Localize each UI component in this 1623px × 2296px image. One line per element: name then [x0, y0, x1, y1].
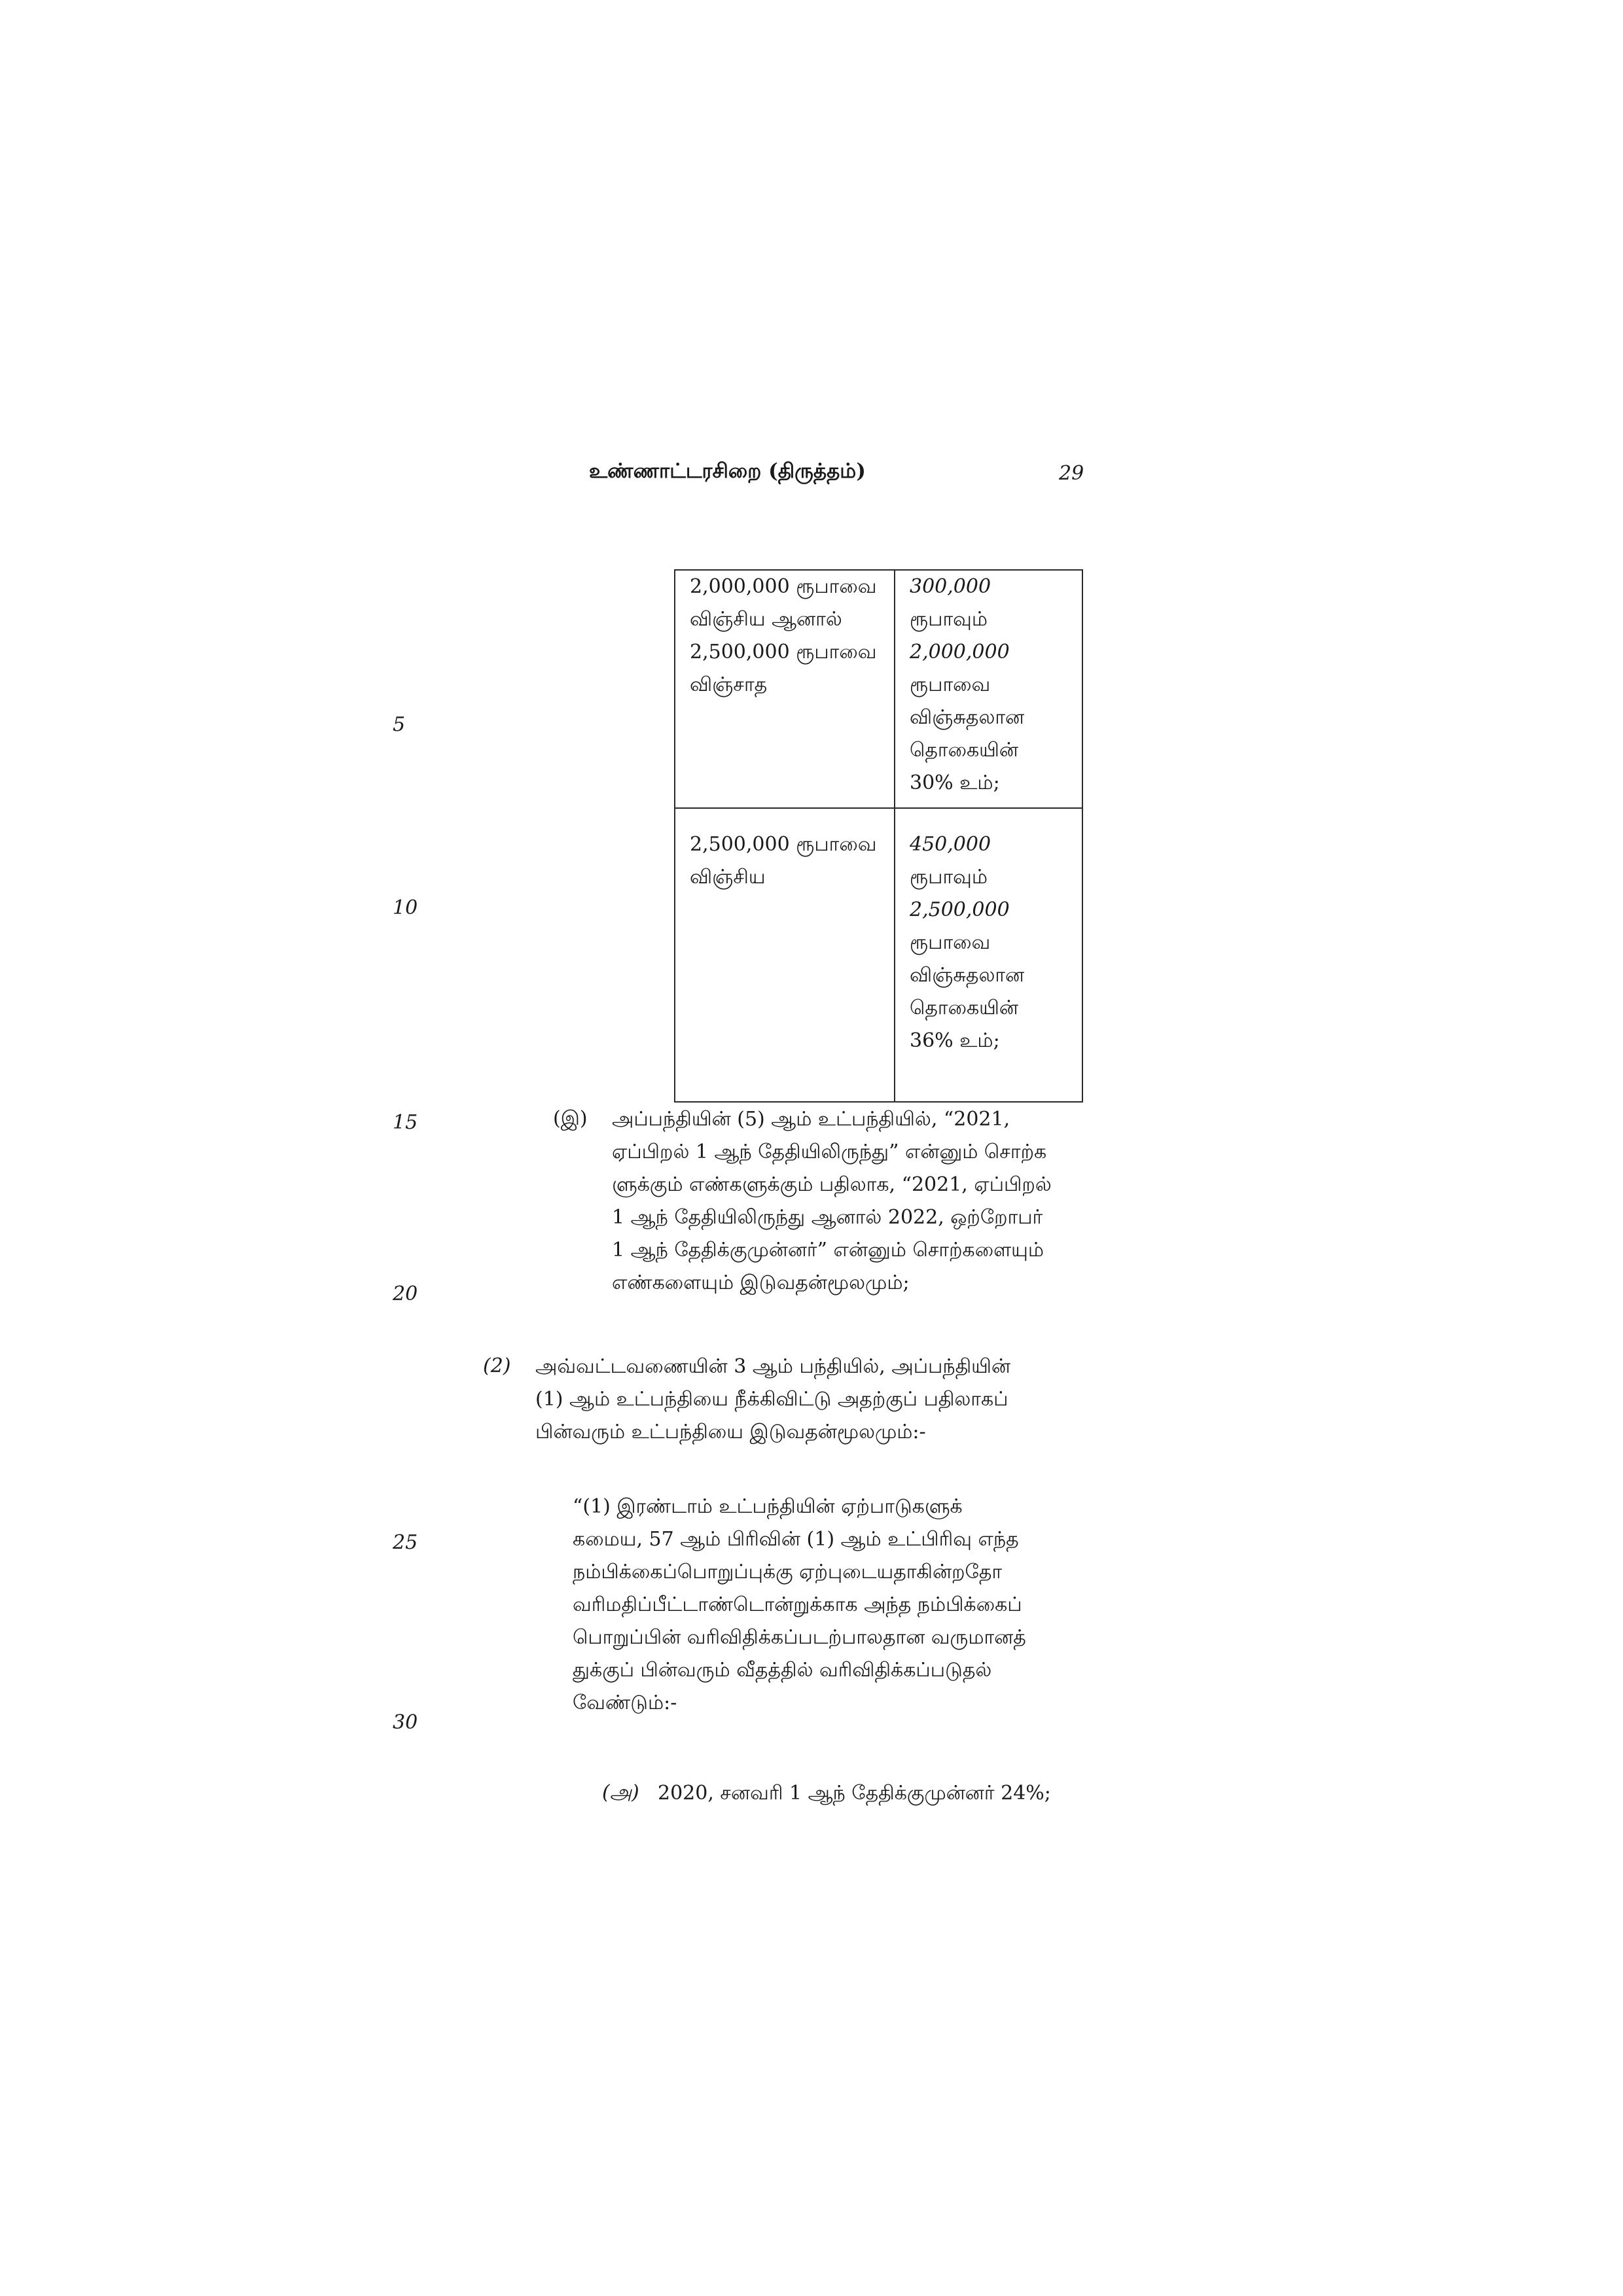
- table-cell-rate: [895, 808, 1082, 1102]
- line-number: 5: [393, 713, 406, 736]
- cell-line: தொகையின்: [910, 739, 1019, 762]
- table-cell-rate: [895, 570, 1082, 808]
- text-line: வரிமதிப்பீட்டாண்டொன்றுக்காக அந்த நம்பிக்கைப்: [573, 1593, 1022, 1616]
- text-line: துக்குப் பின்வரும் வீதத்தில் வரிவிதிக்கப்படுதல்: [573, 1659, 992, 1682]
- quoted-subparagraph: [573, 1491, 1086, 1720]
- cell-line: 2,000,000 ரூபாவை: [690, 575, 877, 598]
- cell-line: ரூபாவும்: [910, 608, 988, 631]
- text-line: பின்வரும் உட்பந்தியை இடுவதன்மூலமும்:-: [535, 1421, 926, 1443]
- table-row: [675, 570, 1082, 808]
- text-line: “(1) இரண்டாம் உட்பந்தியின் ஏற்பாடுகளுக்: [573, 1495, 963, 1518]
- cell-line: விஞ்சாத: [690, 673, 768, 696]
- clause-2-text: [535, 1351, 1085, 1449]
- cell-line: 450,000: [910, 833, 991, 856]
- cell-line: தொகையின்: [910, 997, 1019, 1019]
- cell-line: ரூபாவும்: [910, 866, 988, 889]
- line-number: 10: [393, 896, 418, 919]
- clause-i-label: (இ): [553, 1107, 588, 1130]
- table-cell-threshold: [675, 570, 895, 808]
- rates-table: [674, 569, 1083, 1103]
- sub-a-label: (அ): [602, 1781, 639, 1804]
- cell-line: 2,500,000: [910, 898, 1010, 921]
- cell-line: விஞ்சிய: [690, 866, 766, 889]
- text-line: 2020, சனவரி 1 ஆந் தேதிக்குமுன்னர் 24%;: [658, 1782, 1051, 1805]
- text-line: ளுக்கும் எண்களுக்கும் பதிலாக, “2021, ஏப்பிறல்: [612, 1173, 1052, 1196]
- line-number: 25: [393, 1531, 418, 1554]
- cell-line: விஞ்சுதலான: [910, 964, 1025, 987]
- text-line: கமைய, 57 ஆம் பிரிவின் (1) ஆம் உட்பிரிவு எந்த: [573, 1528, 1019, 1551]
- text-line: அவ்வட்டவணையின் 3 ஆம் பந்தியில், அப்பந்தியின்: [535, 1355, 1011, 1378]
- text-line: 1 ஆந் தேதியிலிருந்து ஆனால் 2022, ஒற்றோபர்: [612, 1206, 1043, 1229]
- page-header-title: உண்ணாட்டரசிறை (திருத்தம்): [589, 459, 866, 483]
- table-row: [675, 808, 1082, 1102]
- table-cell-threshold: [675, 808, 895, 1102]
- line-number: 30: [393, 1711, 418, 1734]
- cell-line: 2,000,000: [910, 641, 1010, 663]
- text-line: 1 ஆந் தேதிக்குமுன்னர்” என்னும் சொற்களையும்: [612, 1239, 1044, 1262]
- sub-a-text: [658, 1777, 1090, 1810]
- text-line: எண்களையும் இடுவதன்மூலமும்;: [612, 1271, 910, 1294]
- cell-line: 2,500,000 ரூபாவை: [690, 641, 877, 663]
- cell-line: 300,000: [910, 575, 991, 598]
- cell-line: ரூபாவை: [910, 673, 991, 696]
- text-line: அப்பந்தியின் (5) ஆம் உட்பந்தியில், “2021,: [612, 1108, 1010, 1131]
- page-number: 29: [1059, 462, 1084, 485]
- text-line: வேண்டும்:-: [573, 1691, 677, 1714]
- cell-line: 36% உம்;: [910, 1029, 1000, 1052]
- cell-line: 30% உம்;: [910, 771, 1000, 794]
- cell-line: விஞ்சுதலான: [910, 706, 1025, 729]
- clause-2-label: (2): [483, 1354, 511, 1377]
- cell-line: 2,500,000 ரூபாவை: [690, 833, 877, 856]
- line-number: 15: [393, 1111, 418, 1134]
- line-number: 20: [393, 1282, 418, 1305]
- text-line: நம்பிக்கைப்பொறுப்புக்கு ஏற்புடையதாகின்றதோ: [573, 1561, 1003, 1583]
- cell-line: ரூபாவை: [910, 931, 991, 954]
- text-line: (1) ஆம் உட்பந்தியை நீக்கிவிட்டு அதற்குப் பதிலாகப்: [535, 1388, 1008, 1411]
- cell-line: விஞ்சிய ஆனால்: [690, 608, 842, 631]
- clause-i-text: [612, 1103, 1083, 1299]
- text-line: பொறுப்பின் வரிவிதிக்கப்படற்பாலதான வருமானத்: [573, 1626, 1026, 1649]
- text-line: ஏப்பிறல் 1 ஆந் தேதியிலிருந்து” என்னும் சொற்க: [612, 1140, 1047, 1163]
